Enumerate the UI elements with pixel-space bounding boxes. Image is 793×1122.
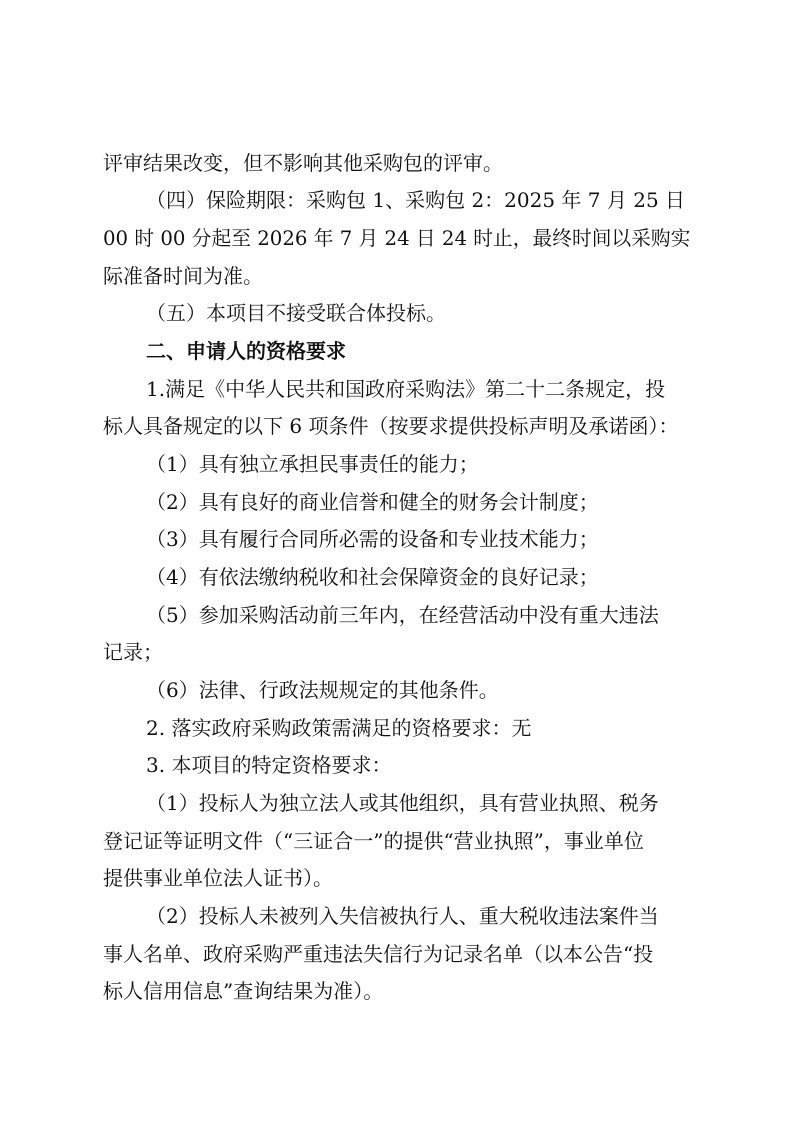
text-line-9: （1）具有独立承担民事责任的能力；	[146, 452, 479, 476]
section-heading: 二、申请人的资格要求	[146, 339, 346, 363]
text-line-18: （1）投标人为独立法人或其他组织，具有营业执照、税务	[146, 791, 659, 815]
text-line-15: （6）法律、行政法规规定的其他条件。	[146, 678, 499, 702]
text-line-7: 1.满足《中华人民共和国政府采购法》第二十二条规定，投	[146, 377, 666, 401]
text-line-20: 提供事业单位法人证书）。	[103, 866, 333, 890]
text-line-5: （五）本项目不接受联合体投标。	[146, 301, 446, 325]
text-line-11: （3）具有履行合同所必需的设备和专业技术能力；	[146, 527, 599, 551]
text-line-3: 00 时 00 分起至 2026 年 7 月 24 日 24 时止，最终时间以采购实	[103, 226, 691, 250]
text-line-4: 际准备时间为准。	[103, 264, 263, 288]
text-line-14: 记录；	[103, 640, 163, 664]
text-line-22: 事人名单、政府采购严重违法失信行为记录名单（以本公告“投	[103, 942, 654, 966]
text-line-23: 标人信用信息”查询结果为准）。	[103, 979, 384, 1003]
text-line-2: （四）保险期限：采购包 1、采购包 2：2025 年 7 月 25 日	[146, 188, 686, 212]
text-line-13: （5）参加采购活动前三年内，在经营活动中没有重大违法	[146, 603, 659, 627]
text-line-17: 3. 本项目的特定资格要求：	[146, 753, 392, 777]
text-line-21: （2）投标人未被列入失信被执行人、重大税收违法案件当	[146, 904, 659, 928]
text-line-19: 登记证等证明文件（“三证合一”的提供“营业执照”，事业单位	[103, 829, 644, 853]
text-line-1: 评审结果改变，但不影响其他采购包的评审。	[103, 151, 503, 175]
text-line-12: （4）有依法缴纳税收和社会保障资金的良好记录；	[146, 565, 599, 589]
text-line-8: 标人具备规定的以下 6 项条件（按要求提供投标声明及承诺函）：	[103, 414, 679, 438]
text-line-16: 2. 落实政府采购政策需满足的资格要求：无	[146, 716, 532, 740]
text-line-10: （2）具有良好的商业信誉和健全的财务会计制度；	[146, 490, 599, 514]
